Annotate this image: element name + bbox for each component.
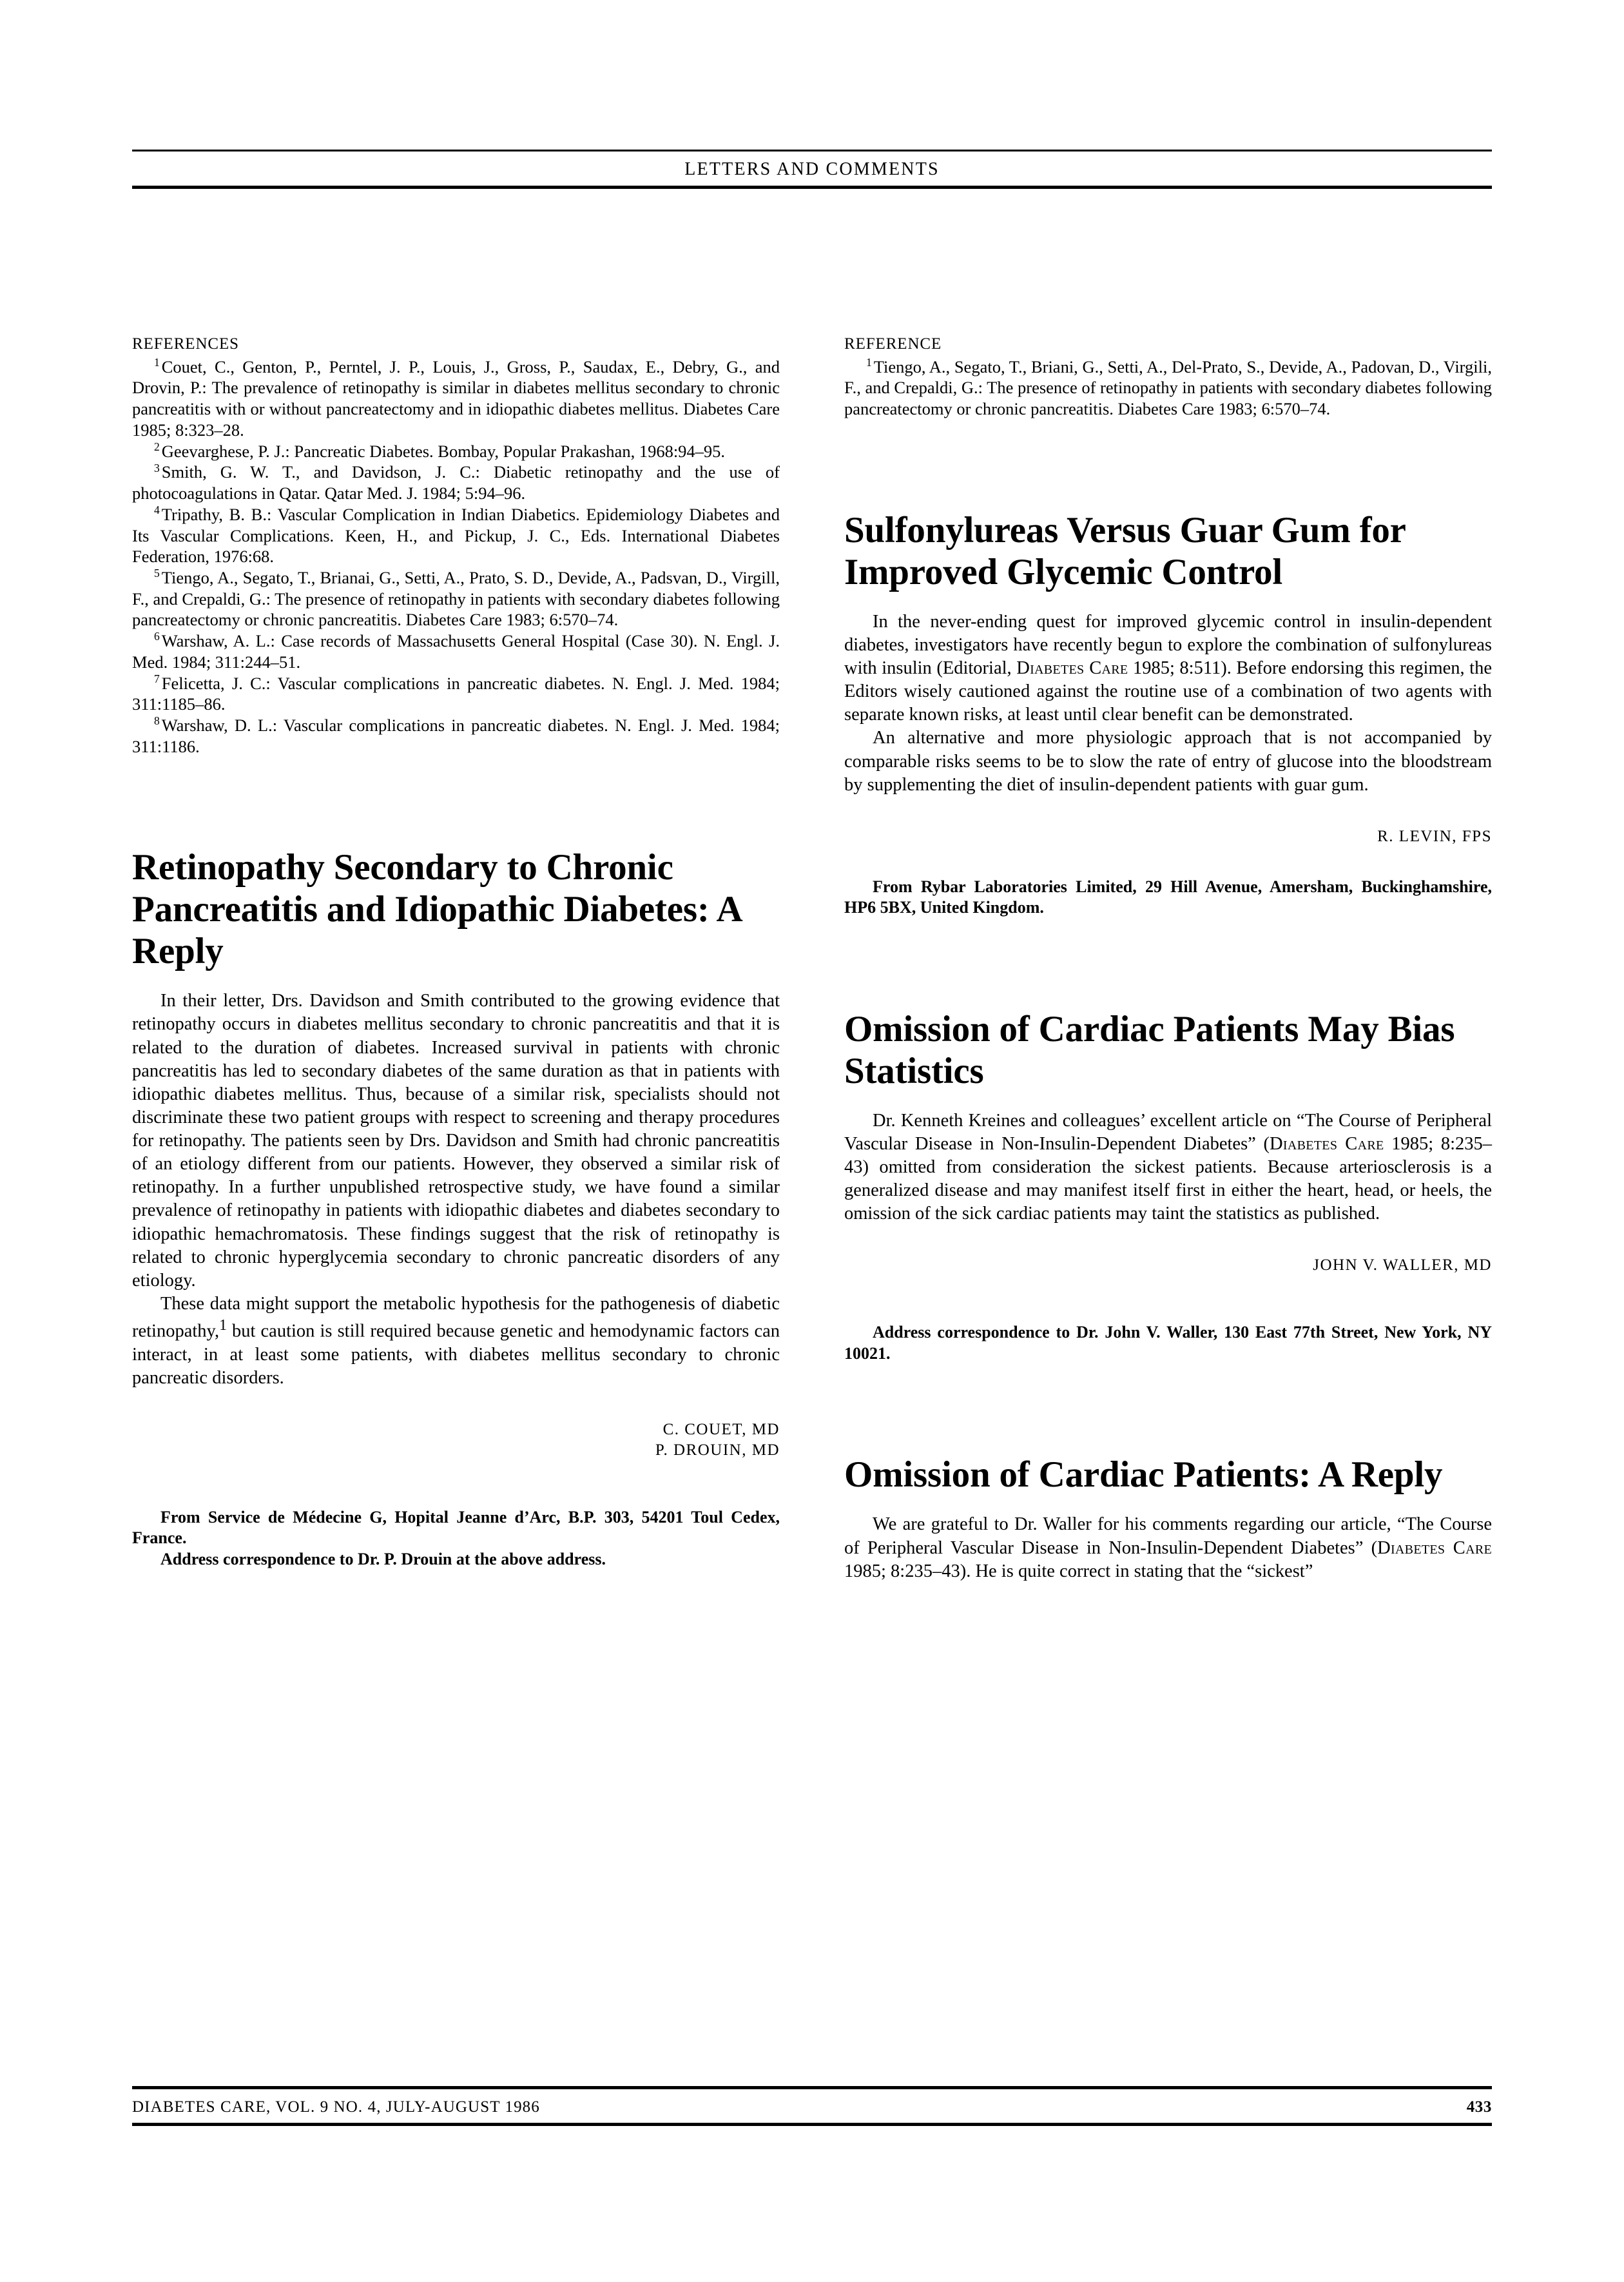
reference-text: Tiengo, A., Segato, T., Briani, G., Setti, A., Del-Prato, S., Devide, A., Padovan, D., Virgili, F., and Crepaldi, G.: The presence of retinopathy in patients with secondary diabetes following pancreatectomy or chronic pancreatitis. Diabetes Care 1983; 6:570–74. (844, 356, 1492, 419)
article-title-retinopathy-reply: Retinopathy Secondary to Chronic Pancreatitis and Idiopathic Diabetes: A Reply (132, 847, 741, 972)
article-title-omission-reply: Omission of Cardiac Patients: A Reply (844, 1454, 1443, 1496)
author-affiliation: From Service de Médecine G, Hopital Jeanne d’Arc, B.P. 303, 54201 Toul Cedex, France. (132, 1507, 780, 1548)
reference-number: 4 (154, 503, 160, 516)
inline-reference-marker: 1 (219, 1317, 227, 1334)
article-paragraph (844, 1513, 1492, 1583)
running-head (132, 150, 1492, 189)
paragraph-text-part: These data might support the metabolic hypothesis for the pathogenesis of diabetic retinopathy, (132, 1293, 780, 1341)
reference-number: 2 (154, 440, 160, 453)
reference-item (132, 356, 780, 441)
header-rule-bottom (132, 186, 1492, 189)
reference-text: Geevarghese, P. J.: Pancreatic Diabetes. Bombay, Popular Prakashan, 1968:94–95. (161, 441, 726, 461)
footer-row (132, 2089, 1492, 2123)
article-paragraph (844, 610, 1492, 727)
spacer (844, 1364, 1492, 1454)
journal-name-smallcaps: Diabetes Care (1377, 1537, 1492, 1558)
spacer (132, 1461, 780, 1507)
reference-heading: REFERENCE (844, 335, 942, 353)
reference-item (132, 462, 780, 503)
spacer (844, 1276, 1492, 1322)
spacer (132, 1390, 780, 1419)
reference-item (132, 673, 780, 715)
spacer (844, 847, 1492, 877)
column-container (132, 335, 1492, 1583)
right-column (844, 335, 1492, 1583)
correspondence-note: Address correspondence to Dr. P. Drouin at the above address. (160, 1549, 606, 1568)
reference-number: 5 (154, 567, 160, 580)
spacer (844, 797, 1492, 826)
article-title-omission-bias: Omission of Cardiac Patients May Bias Statistics (844, 1008, 1455, 1091)
footer-rule-bottom (132, 2123, 1492, 2126)
reference-text: Smith, G. W. T., and Davidson, J. C.: Diabetic retinopathy and the use of photocoagulations in Qatar. Qatar Med. J. 1984; 5:94–96. (132, 462, 780, 503)
paragraph-text-part: In the never-ending quest for improved glycemic control in insulin-dependent diabetes, investigators have recently begun to explore the combination of sulfonylureas with insulin (Editorial, (844, 611, 1492, 679)
spacer (844, 1093, 1492, 1109)
spacer (844, 594, 1492, 610)
spacer (132, 757, 780, 847)
author-signature: R. LEVIN, FPS (1377, 827, 1492, 845)
reference-item (132, 630, 780, 672)
reference-number: 1 (866, 355, 872, 369)
reference-item (132, 715, 780, 757)
reference-text: Tiengo, A., Segato, T., Brianai, G., Setti, A., Prato, S. D., Devide, A., Padsvan, D., Virgill, F., and Crepaldi, G.: The presence of retinopathy in patients with secondary diabetes following pancreatectomy or chronic pancreatitis. Diabetes Care 1983; 6:570–74. (132, 567, 780, 630)
reference-text: Felicetta, J. C.: Vascular complications in pancreatic diabetes. N. Engl. J. Med. 1984; 311:1185–86. (132, 673, 780, 714)
spacer (844, 919, 1492, 1009)
spacer (844, 420, 1492, 510)
article-paragraph: In their letter, Drs. Davidson and Smith contributed to the growing evidence that retinopathy occurs in diabetes mellitus secondary to chronic pancreatitis and that it is related to the duration of diabetes. Increased survival in patients with chronic pancreatitis has led to secondary diabetes of the same duration as that in patients with idiopathic diabetes mellitus. Thus, because of a similar risk, specialists should not discriminate these two patient groups with respect to screening and therapy procedures for retinopathy. The patients seen by Drs. Davidson and Smith had chronic pancreatitis of an etiology different from our patients. However, they observed a similar risk of retinopathy. In a further unpublished retrospective study, we have found a similar prevalence of retinopathy in patients with idiopathic diabetes and diabetes secondary to idiopathic hemachromatosis. These findings suggest that the risk of retinopathy is related to chronic hyperglycemia secondary to chronic pancreatic disorders of any etiology. (132, 991, 780, 1291)
journal-name-smallcaps: Diabetes Care (1270, 1133, 1384, 1154)
reference-text: Warshaw, D. L.: Vascular complications in pancreatic diabetes. N. Engl. J. Med. 1984; 311:1186. (132, 715, 780, 756)
page-number: 433 (1466, 2098, 1492, 2116)
reference-number: 3 (154, 461, 160, 474)
author-signature: P. DROUIN, MD (655, 1441, 780, 1459)
spacer (132, 973, 780, 990)
reference-item (132, 504, 780, 567)
journal-name-smallcaps: Diabetes Care (1016, 658, 1128, 679)
running-head-title: LETTERS AND COMMENTS (684, 159, 940, 179)
references-heading: REFERENCES (132, 335, 239, 353)
reference-text: Tripathy, B. B.: Vascular Complication in Indian Diabetics. Epidemiology Diabetes and Its Vascular Complications. Keen, H., and Pickup, J. C., Eds. International Diabetes Federation, 1976:68. (132, 504, 780, 567)
article-paragraph: An alternative and more physiologic approach that is not accompanied by comparable risks seems to be to slow the rate of entry of glucose into the bloodstream by supplementing the diet of insulin-dependent patients with guar gum. (844, 728, 1492, 795)
paragraph-text-part: 1985; 8:235–43). He is quite correct in stating that the “sickest” (844, 1561, 1313, 1581)
reference-item (844, 356, 1492, 420)
correspondence-note: Address correspondence to Dr. John V. Waller, 130 East 77th Street, New York, NY 10021. (844, 1323, 1492, 1363)
paragraph-text-part: 1985; 8:511). Before endorsing this regimen, the Editors wisely cautioned against the routine use of a combination of two agents with separate known risks, at least until clear benefit can be demonstrated. (844, 658, 1492, 725)
reference-number: 8 (154, 714, 160, 728)
article-paragraph (132, 1292, 780, 1390)
reference-item (132, 567, 780, 630)
spacer (844, 1225, 1492, 1255)
reference-item (132, 441, 780, 462)
author-signature: JOHN V. WALLER, MD (1313, 1256, 1492, 1274)
paragraph-text-part: 1985; 8:235–43) omitted from consideration the sickest patients. Because arteriosclerosis is a generalized disease and may manifest itself first in either the heart, head, or heels, the omission of the sick cardiac patients may taint the statistics as published. (844, 1133, 1493, 1224)
author-signature: C. COUET, MD (662, 1420, 780, 1438)
reference-number: 7 (154, 672, 160, 685)
page-footer (132, 2086, 1492, 2126)
left-column (132, 335, 780, 1583)
reference-number: 6 (154, 630, 160, 643)
reference-number: 1 (154, 355, 160, 369)
article-title-sulfonylureas: Sulfonylureas Versus Guar Gum for Improved Glycemic Control (844, 509, 1406, 592)
paragraph-text-part: but caution is still required because genetic and hemodynamic factors can interact, in at least some patients, with diabetes mellitus secondary to chronic pancreatic disorders. (132, 1321, 780, 1388)
reference-text: Warshaw, A. L.: Case records of Massachusetts General Hospital (Case 30). N. Engl. J. Med. 1984; 311:244–51. (132, 631, 780, 672)
reference-text: Couet, C., Genton, P., Perntel, J. P., Louis, J., Gross, P., Saudax, E., Debry, G., and Drovin, P.: The prevalence of retinopathy is similar in diabetes mellitus secondary to chronic pancreatitis with or without pancreatectomy and in idiopathic diabetes mellitus. Diabetes Care 1985; 8:323–28. (132, 356, 780, 440)
paragraph-text-part: We are grateful to Dr. Waller for his comments regarding our article, “The Course of Peripheral Vascular Disease in Non-Insulin-Dependent Diabetes” ( (844, 1514, 1492, 1558)
author-affiliation: From Rybar Laboratories Limited, 29 Hill Avenue, Amersham, Buckinghamshire, HP6 5BX, United Kingdom. (844, 877, 1492, 917)
footer-journal-line: DIABETES CARE, VOL. 9 NO. 4, JULY-AUGUST 1986 (132, 2098, 540, 2116)
spacer (844, 1496, 1492, 1513)
paragraph-text-part: Dr. Kenneth Kreines and colleagues’ excellent article on “The Course of Peripheral Vascular Disease in Non-Insulin-Dependent Diabetes” ( (844, 1110, 1492, 1154)
article-paragraph (844, 1109, 1492, 1226)
